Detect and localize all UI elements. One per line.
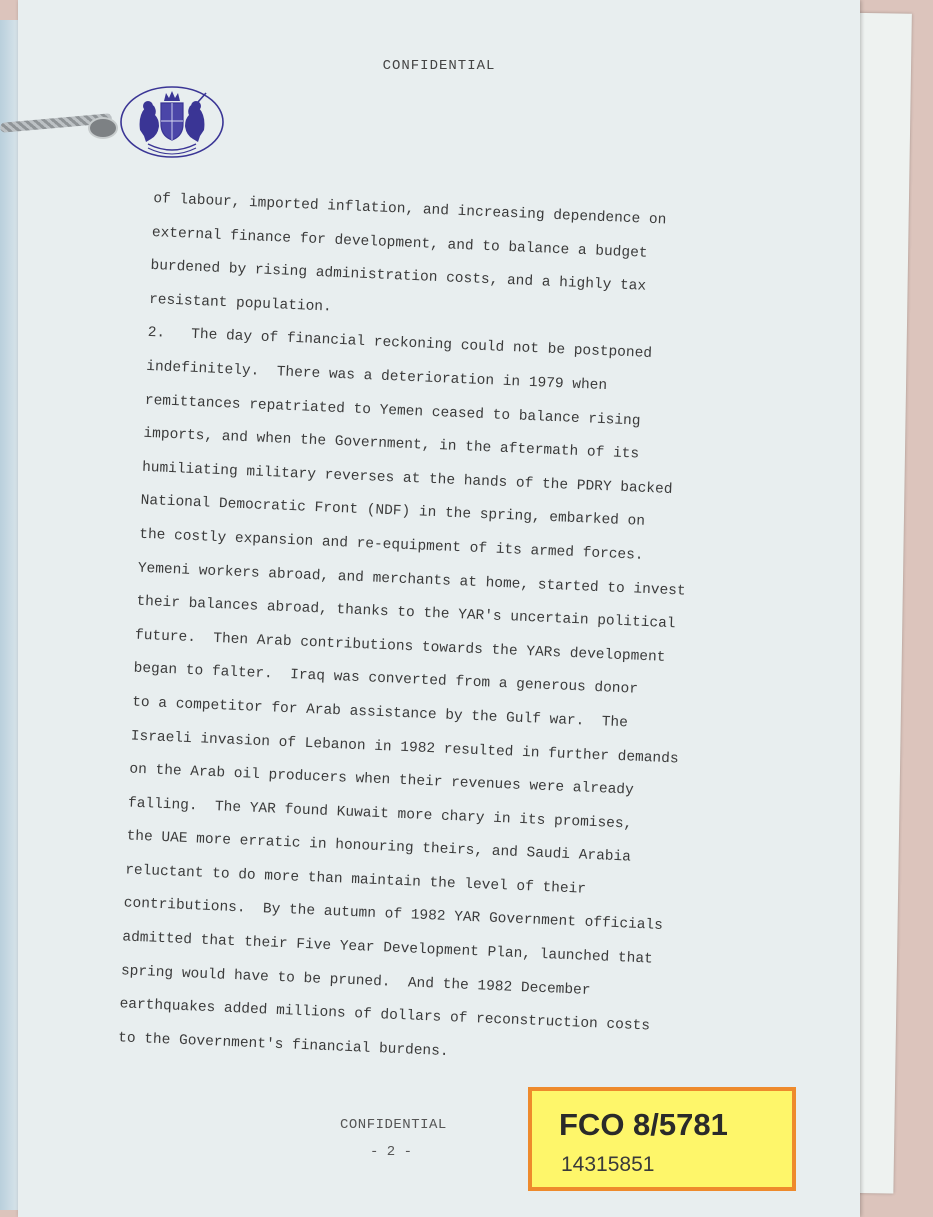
text-line: imports, and when the Government, in the aftermath of its [143,425,640,463]
paragraph-2-start: 2. The day of financial reckoning could not be postponed [147,325,653,363]
punch-hole [88,117,118,139]
text-line: external finance for development, and to balance a budget [151,224,648,262]
text-line: Israeli invasion of Lebanon in 1982 resulted in further demands [130,728,679,767]
archive-reference-label [528,1087,796,1191]
text-line: humiliating military reverses at the hands of the PDRY backed [141,459,673,498]
page-number: - 2 - [370,1144,413,1160]
text-line: contributions. By the autumn of 1982 YAR Government officials [123,895,664,935]
text-line: future. Then Arab contributions towards the YARs development [134,627,666,666]
text-line: on the Arab oil producers when their revenues were already [129,761,634,799]
royal-coat-of-arms-seal [118,84,226,160]
text-line: admitted that their Five Year Development Plan, launched that [122,929,654,968]
text-line: reluctant to do more than maintain the level of their [124,862,587,898]
classification-footer: CONFIDENTIAL [340,1117,447,1133]
text-line: remittances repatriated to Yemen ceased to balance rising [144,392,641,430]
text-line: began to falter. Iraq was converted from a generous donor [133,660,639,699]
text-line: spring would have to be pruned. And the 1982 December [120,962,591,999]
text-line: the costly expansion and re-equipment of its armed forces. [138,526,644,564]
text-line: falling. The YAR found Kuwait more chary in its promises, [127,795,633,833]
text-line: to the Government's financial burdens. [117,1030,449,1060]
text-line: resistant population. [148,291,333,316]
text-line: their balances abroad, thanks to the YAR's uncertain political [136,593,676,633]
archive-number: 14315851 [561,1153,655,1176]
text-line: earthquakes added millions of dollars of reconstruction costs [119,996,651,1035]
text-line: burdened by rising administration costs, and a highly tax [150,258,647,295]
classification-header: CONFIDENTIAL [382,58,496,74]
text-line: Yemeni workers abroad, and merchants at home, started to invest [137,560,686,600]
document-page [18,0,860,1217]
text-line: National Democratic Front (NDF) in the spring, embarked on [140,493,646,531]
text-line: of labour, imported inflation, and increasing dependence on [152,190,667,229]
archive-reference: FCO 8/5781 [559,1107,728,1142]
text-line: indefinitely. There was a deterioration in 1979 when [145,358,608,395]
letter-body [117,183,803,1083]
text-line: the UAE more erratic in honouring theirs, and Saudi Arabia [126,828,632,866]
text-line: to a competitor for Arab assistance by the Gulf war. The [131,694,629,732]
